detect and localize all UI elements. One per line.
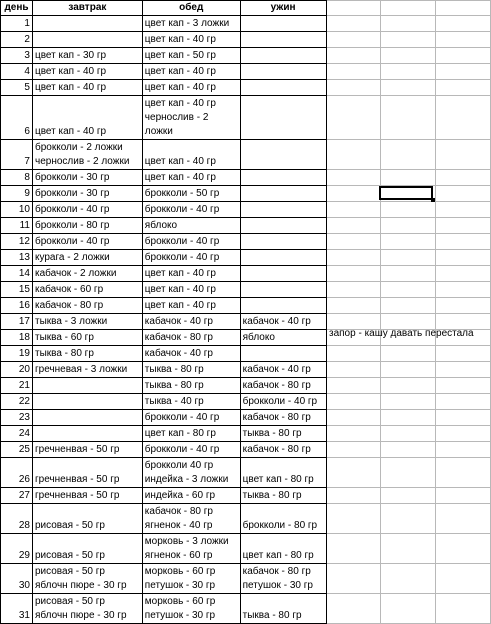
dinner-cell[interactable]: цвет кап - 80 гр (240, 458, 326, 488)
lunch-cell[interactable]: брокколи - 40 гр (142, 250, 240, 266)
day-cell[interactable]: 14 (1, 266, 33, 282)
day-cell[interactable]: 26 (1, 458, 33, 488)
empty-cell[interactable] (326, 410, 381, 426)
lunch-cell[interactable]: цвет кап - 50 гр (142, 48, 240, 64)
dinner-cell[interactable]: яблоко (240, 330, 326, 346)
breakfast-cell[interactable]: рисовая - 50 гр (32, 534, 142, 564)
empty-cell[interactable] (436, 266, 491, 282)
table-row (1, 378, 491, 394)
lunch-cell[interactable]: брокколи 40 гр индейка - 3 ложки (142, 458, 240, 488)
breakfast-cell[interactable]: тыква - 3 ложки (32, 314, 142, 330)
empty-cell[interactable] (326, 170, 381, 186)
table-row (1, 234, 491, 250)
table-row (1, 594, 491, 624)
empty-cell[interactable] (436, 48, 491, 64)
table-row (1, 250, 491, 266)
empty-cell[interactable] (381, 16, 436, 32)
table-row (1, 426, 491, 442)
lunch-cell[interactable]: кабачок - 40 гр (142, 314, 240, 330)
day-cell[interactable]: 13 (1, 250, 33, 266)
breakfast-cell[interactable]: кабачок - 2 ложки (32, 266, 142, 282)
breakfast-cell[interactable]: цвет кап - 40 гр (32, 96, 142, 140)
empty-cell[interactable] (381, 266, 436, 282)
empty-cell[interactable] (381, 1, 436, 16)
empty-cell[interactable] (381, 64, 436, 80)
lunch-cell[interactable]: цвет кап - 40 гр (142, 64, 240, 80)
day-cell[interactable]: 27 (1, 488, 33, 504)
lunch-cell[interactable]: цвет кап - 40 гр (142, 170, 240, 186)
empty-cell[interactable] (436, 488, 491, 504)
dinner-cell[interactable] (240, 266, 326, 282)
fill-handle[interactable] (431, 198, 435, 202)
empty-cell[interactable] (436, 64, 491, 80)
empty-cell[interactable] (326, 594, 381, 624)
dinner-cell[interactable] (240, 282, 326, 298)
dinner-cell[interactable]: кабачок - 80 гр (240, 410, 326, 426)
day-cell[interactable]: 22 (1, 394, 33, 410)
breakfast-cell[interactable]: цвет кап - 40 гр (32, 64, 142, 80)
table-row (1, 170, 491, 186)
empty-cell[interactable] (381, 442, 436, 458)
empty-cell[interactable] (326, 362, 381, 378)
dinner-cell[interactable]: тыква - 80 гр (240, 426, 326, 442)
dinner-cell[interactable] (240, 80, 326, 96)
dinner-cell[interactable] (240, 234, 326, 250)
lunch-cell[interactable]: морковь - 60 гр петушок - 30 гр (142, 564, 240, 594)
day-cell[interactable]: 24 (1, 426, 33, 442)
empty-cell[interactable] (326, 202, 381, 218)
empty-cell[interactable] (436, 504, 491, 534)
empty-cell[interactable] (436, 1, 491, 16)
empty-cell[interactable] (436, 564, 491, 594)
lunch-cell[interactable]: тыква - 80 гр (142, 362, 240, 378)
lunch-cell[interactable]: индейка - 60 гр (142, 488, 240, 504)
breakfast-cell[interactable]: гречневая - 3 ложки (32, 362, 142, 378)
breakfast-cell[interactable]: кабачок - 60 гр (32, 282, 142, 298)
lunch-cell[interactable]: брокколи - 40 гр (142, 410, 240, 426)
empty-cell[interactable] (326, 218, 381, 234)
empty-cell[interactable] (436, 282, 491, 298)
dinner-cell[interactable]: кабачок - 80 гр (240, 442, 326, 458)
lunch-cell[interactable]: тыква - 40 гр (142, 394, 240, 410)
dinner-cell[interactable] (240, 186, 326, 202)
day-cell[interactable]: 10 (1, 202, 33, 218)
selected-cell[interactable] (379, 186, 433, 200)
lunch-cell[interactable]: цвет кап - 40 гр (142, 140, 240, 170)
day-cell[interactable]: 3 (1, 48, 33, 64)
lunch-cell[interactable]: цвет кап - 40 гр (142, 80, 240, 96)
empty-cell[interactable] (326, 564, 381, 594)
empty-cell[interactable] (436, 80, 491, 96)
breakfast-cell[interactable]: брокколи - 40 гр (32, 202, 142, 218)
dinner-cell[interactable] (240, 250, 326, 266)
lunch-cell[interactable]: цвет кап - 40 гр (142, 282, 240, 298)
empty-cell[interactable] (326, 534, 381, 564)
empty-cell[interactable] (381, 410, 436, 426)
dinner-cell[interactable]: тыква - 80 гр (240, 594, 326, 624)
lunch-cell[interactable]: морковь - 3 ложки ягненок - 60 гр (142, 534, 240, 564)
dinner-cell[interactable]: тыква - 80 гр (240, 488, 326, 504)
dinner-cell[interactable] (240, 218, 326, 234)
empty-cell[interactable] (326, 234, 381, 250)
empty-cell[interactable] (436, 378, 491, 394)
empty-cell[interactable] (326, 378, 381, 394)
breakfast-cell[interactable]: кабачок - 80 гр (32, 298, 142, 314)
empty-cell[interactable] (381, 298, 436, 314)
lunch-cell[interactable]: цвет кап - 40 гр (142, 298, 240, 314)
table-row (1, 458, 491, 488)
table-row (1, 266, 491, 282)
lunch-cell[interactable]: кабачок - 80 гр (142, 330, 240, 346)
empty-cell[interactable] (326, 442, 381, 458)
empty-cell[interactable] (381, 394, 436, 410)
breakfast-cell[interactable]: рисовая - 50 гр (32, 504, 142, 534)
breakfast-cell[interactable] (32, 426, 142, 442)
dinner-cell[interactable]: брокколи - 40 гр (240, 394, 326, 410)
day-cell[interactable]: 12 (1, 234, 33, 250)
breakfast-cell[interactable]: рисовая - 50 гр яблочн пюре - 30 гр (32, 594, 142, 624)
lunch-cell[interactable]: брокколи - 50 гр (142, 186, 240, 202)
dinner-cell[interactable]: брокколи - 80 гр (240, 504, 326, 534)
empty-cell[interactable] (436, 170, 491, 186)
table-row (1, 64, 491, 80)
empty-cell[interactable] (381, 140, 436, 170)
table-row (1, 564, 491, 594)
breakfast-cell[interactable]: цвет кап - 30 гр (32, 48, 142, 64)
dinner-cell[interactable] (240, 64, 326, 80)
empty-cell[interactable] (326, 64, 381, 80)
breakfast-cell[interactable] (32, 32, 142, 48)
day-cell[interactable]: 5 (1, 80, 33, 96)
dinner-cell[interactable] (240, 16, 326, 32)
table-row (1, 96, 491, 140)
empty-cell[interactable] (436, 250, 491, 266)
lunch-cell[interactable]: кабачок - 40 гр (142, 346, 240, 362)
empty-cell[interactable] (381, 170, 436, 186)
table-row (1, 80, 491, 96)
table-row (1, 298, 491, 314)
empty-cell[interactable] (381, 594, 436, 624)
table-row (1, 16, 491, 32)
day-cell[interactable]: 23 (1, 410, 33, 426)
table-row (1, 202, 491, 218)
note-text[interactable]: запор - кашу давать перестала (329, 328, 474, 339)
empty-cell[interactable] (436, 594, 491, 624)
header-dinner[interactable]: ужин (240, 1, 326, 16)
table-row (1, 394, 491, 410)
day-cell[interactable]: 9 (1, 186, 33, 202)
lunch-cell[interactable]: цвет кап - 3 ложки (142, 16, 240, 32)
empty-cell[interactable] (381, 362, 436, 378)
lunch-cell[interactable]: кабачок - 80 гр ягненок - 40 гр (142, 504, 240, 534)
empty-cell[interactable] (381, 80, 436, 96)
empty-cell[interactable] (326, 96, 381, 140)
empty-cell[interactable] (326, 250, 381, 266)
lunch-cell[interactable]: морковь - 60 гр петушок - 30 гр (142, 594, 240, 624)
day-cell[interactable]: 2 (1, 32, 33, 48)
day-cell[interactable]: 1 (1, 16, 33, 32)
lunch-cell[interactable]: цвет кап - 40 гр (142, 266, 240, 282)
day-cell[interactable]: 6 (1, 96, 33, 140)
empty-cell[interactable] (326, 394, 381, 410)
breakfast-cell[interactable]: гречненвая - 50 гр (32, 442, 142, 458)
empty-cell[interactable] (326, 140, 381, 170)
day-cell[interactable]: 11 (1, 218, 33, 234)
breakfast-cell[interactable]: курага - 2 ложки (32, 250, 142, 266)
empty-cell[interactable] (381, 234, 436, 250)
lunch-cell[interactable]: тыква - 80 гр (142, 378, 240, 394)
dinner-cell[interactable]: цвет кап - 80 гр (240, 534, 326, 564)
empty-cell[interactable] (326, 504, 381, 534)
dinner-cell[interactable]: кабачок - 80 гр петушок - 30 гр (240, 564, 326, 594)
lunch-cell[interactable]: брокколи - 40 гр (142, 442, 240, 458)
empty-cell[interactable] (381, 282, 436, 298)
table-row (1, 218, 491, 234)
empty-cell[interactable] (381, 504, 436, 534)
empty-cell[interactable] (326, 80, 381, 96)
breakfast-cell[interactable] (32, 16, 142, 32)
day-cell[interactable]: 21 (1, 378, 33, 394)
empty-cell[interactable] (381, 564, 436, 594)
empty-cell[interactable] (436, 346, 491, 362)
day-cell[interactable]: 19 (1, 346, 33, 362)
breakfast-cell[interactable]: рисовая - 50 гр яблочн пюре - 30 гр (32, 564, 142, 594)
table-row (1, 362, 491, 378)
lunch-cell[interactable]: цвет кап - 40 гр (142, 32, 240, 48)
empty-cell[interactable] (436, 534, 491, 564)
breakfast-cell[interactable]: брокколи - 40 гр (32, 234, 142, 250)
empty-cell[interactable] (326, 48, 381, 64)
table-row (1, 140, 491, 170)
empty-cell[interactable] (381, 96, 436, 140)
day-cell[interactable]: 15 (1, 282, 33, 298)
empty-cell[interactable] (436, 298, 491, 314)
dinner-cell[interactable] (240, 140, 326, 170)
dinner-cell[interactable] (240, 32, 326, 48)
day-cell[interactable]: 8 (1, 170, 33, 186)
dinner-cell[interactable] (240, 202, 326, 218)
table-row (1, 48, 491, 64)
lunch-cell[interactable]: яблоко (142, 218, 240, 234)
empty-cell[interactable] (436, 186, 491, 202)
table-row (1, 504, 491, 534)
breakfast-cell[interactable]: брокколи - 2 ложки чернослив - 2 ложки (32, 140, 142, 170)
empty-cell[interactable] (381, 458, 436, 488)
lunch-cell[interactable]: брокколи - 40 гр (142, 234, 240, 250)
table-row (1, 488, 491, 504)
empty-cell[interactable] (436, 140, 491, 170)
lunch-cell[interactable]: брокколи - 40 гр (142, 202, 240, 218)
day-cell[interactable]: 30 (1, 564, 33, 594)
day-cell[interactable]: 29 (1, 534, 33, 564)
empty-cell[interactable] (381, 250, 436, 266)
breakfast-cell[interactable]: цвет кап - 40 гр (32, 80, 142, 96)
empty-cell[interactable] (326, 488, 381, 504)
header-day[interactable]: день (1, 1, 33, 16)
day-cell[interactable]: 20 (1, 362, 33, 378)
empty-cell[interactable] (326, 426, 381, 442)
day-cell[interactable]: 16 (1, 298, 33, 314)
empty-cell[interactable] (326, 282, 381, 298)
empty-cell[interactable] (436, 218, 491, 234)
empty-cell[interactable] (381, 534, 436, 564)
breakfast-cell[interactable]: брокколи - 30 гр (32, 170, 142, 186)
table-row (1, 410, 491, 426)
empty-cell[interactable] (381, 32, 436, 48)
header-breakfast[interactable]: завтрак (32, 1, 142, 16)
empty-cell[interactable] (381, 48, 436, 64)
breakfast-cell[interactable]: гречненвая - 50 гр (32, 488, 142, 504)
lunch-cell[interactable]: цвет кап - 40 гр чернослив - 2 ложки (142, 96, 240, 140)
table-row (1, 534, 491, 564)
empty-cell[interactable] (436, 410, 491, 426)
empty-cell[interactable] (381, 202, 436, 218)
empty-cell[interactable] (381, 426, 436, 442)
empty-cell[interactable] (326, 458, 381, 488)
empty-cell[interactable] (381, 218, 436, 234)
day-cell[interactable]: 18 (1, 330, 33, 346)
empty-cell[interactable] (326, 1, 381, 16)
empty-cell[interactable] (436, 442, 491, 458)
breakfast-cell[interactable]: тыква - 60 гр (32, 330, 142, 346)
header-row (1, 1, 491, 16)
table-row (1, 442, 491, 458)
dinner-cell[interactable] (240, 346, 326, 362)
dinner-cell[interactable]: кабачок - 40 гр (240, 314, 326, 330)
empty-cell[interactable] (326, 32, 381, 48)
day-cell[interactable]: 25 (1, 442, 33, 458)
empty-cell[interactable] (436, 96, 491, 140)
dinner-cell[interactable]: кабачок - 80 гр (240, 378, 326, 394)
table-row (1, 282, 491, 298)
breakfast-cell[interactable]: тыква - 80 гр (32, 346, 142, 362)
day-cell[interactable]: 4 (1, 64, 33, 80)
empty-cell[interactable] (326, 266, 381, 282)
table-row (1, 32, 491, 48)
empty-cell[interactable] (436, 394, 491, 410)
empty-cell[interactable] (436, 16, 491, 32)
day-cell[interactable]: 17 (1, 314, 33, 330)
table-row (1, 346, 491, 362)
empty-cell[interactable] (436, 32, 491, 48)
day-cell[interactable]: 28 (1, 504, 33, 534)
breakfast-cell[interactable] (32, 394, 142, 410)
empty-cell[interactable] (436, 202, 491, 218)
empty-cell[interactable] (436, 458, 491, 488)
empty-cell[interactable] (381, 346, 436, 362)
header-lunch[interactable]: обед (142, 1, 240, 16)
day-cell[interactable]: 7 (1, 140, 33, 170)
breakfast-cell[interactable]: гречненвая - 50 гр (32, 458, 142, 488)
empty-cell[interactable] (326, 186, 381, 202)
empty-cell[interactable] (381, 488, 436, 504)
dinner-cell[interactable]: кабачок - 40 гр (240, 362, 326, 378)
empty-cell[interactable] (381, 378, 436, 394)
empty-cell[interactable] (436, 234, 491, 250)
dinner-cell[interactable] (240, 170, 326, 186)
lunch-cell[interactable]: цвет кап - 80 гр (142, 426, 240, 442)
empty-cell[interactable] (326, 346, 381, 362)
breakfast-cell[interactable]: брокколи - 30 гр (32, 186, 142, 202)
empty-cell[interactable] (326, 16, 381, 32)
dinner-cell[interactable] (240, 48, 326, 64)
dinner-cell[interactable] (240, 298, 326, 314)
empty-cell[interactable] (436, 362, 491, 378)
empty-cell[interactable] (436, 426, 491, 442)
breakfast-cell[interactable] (32, 378, 142, 394)
day-cell[interactable]: 31 (1, 594, 33, 624)
dinner-cell[interactable] (240, 96, 326, 140)
empty-cell[interactable] (326, 298, 381, 314)
breakfast-cell[interactable] (32, 410, 142, 426)
breakfast-cell[interactable]: брокколи - 80 гр (32, 218, 142, 234)
